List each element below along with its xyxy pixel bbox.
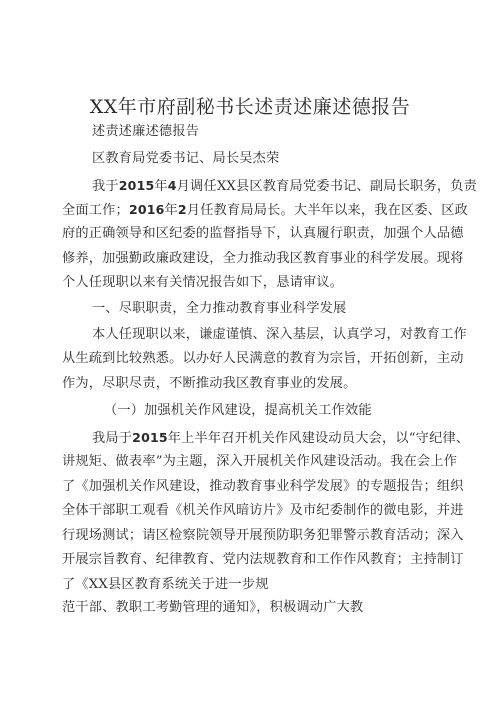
body-line: 了《XX县区教育系统关于进一步规 bbox=[62, 577, 269, 592]
body-line: 了《加强机关作风建设，推动教育事业科学发展》的专题报告；组织 bbox=[62, 479, 464, 494]
body-line: 讲规矩、做表率”为主题，深入开展机关作风建设活动。我在会上作 bbox=[62, 454, 458, 469]
body-line: 行现场测试；请区检察院领导开展预防职务犯罪警示教育活动；深入 bbox=[62, 528, 464, 543]
author-line: 区教育局党委书记、局长吴杰荣 bbox=[92, 151, 280, 166]
body-line: 个人任现职以来有关情况报告如下，恳请审议。 bbox=[62, 275, 344, 290]
body-line: 从生疏到比较熟悉。以办好人民满意的教育为宗旨，开拓创新，主动 bbox=[62, 351, 464, 366]
body-line: 全体干部职工观看《机关作风暗访片》及市纪委制作的微电影，并进 bbox=[62, 503, 464, 518]
body-line: 本人任现职以来，谦虚谨慎、深入基层，认真学习，对教育工作 bbox=[92, 327, 467, 342]
body-line: 府的正确领导和区纪委的监督指导下，认真履行职责，加强个人品德 bbox=[62, 226, 464, 241]
subtitle-line: 述责述廉述德报告 bbox=[92, 124, 200, 139]
body-line: 我于2015年4月调任XX县区教育局党委书记、副局长职务，负责 bbox=[92, 178, 477, 194]
section-heading: 一、尽职职责，全力推动教育事业科学发展 bbox=[92, 301, 347, 316]
body-line: 作为，尽职尽责，不断推动我区教育事业的发展。 bbox=[62, 376, 357, 391]
subsection-heading: （一）加强机关作风建设，提高机关工作效能 bbox=[104, 403, 372, 418]
body-line: 修养，加强勤政廉政建设，全力推动我区教育事业的科学发展。现将 bbox=[62, 251, 464, 266]
body-line: 范干部、教职工考勤管理的通知》，积极调动广大教 bbox=[62, 600, 364, 615]
body-line: 我局于2015年上半年召开机关作风建设动员大会，以“守纪律、 bbox=[92, 430, 470, 446]
body-line: 全面工作；2016年2月任教育局局长。大半年以来，我在区委、区政 bbox=[62, 202, 468, 218]
document-title: XX年市府副秘书长述责述廉述德报告 bbox=[89, 96, 411, 118]
body-line: 开展宗旨教育、纪律教育、党内法规教育和工作作风教育；主持制订 bbox=[62, 552, 464, 567]
